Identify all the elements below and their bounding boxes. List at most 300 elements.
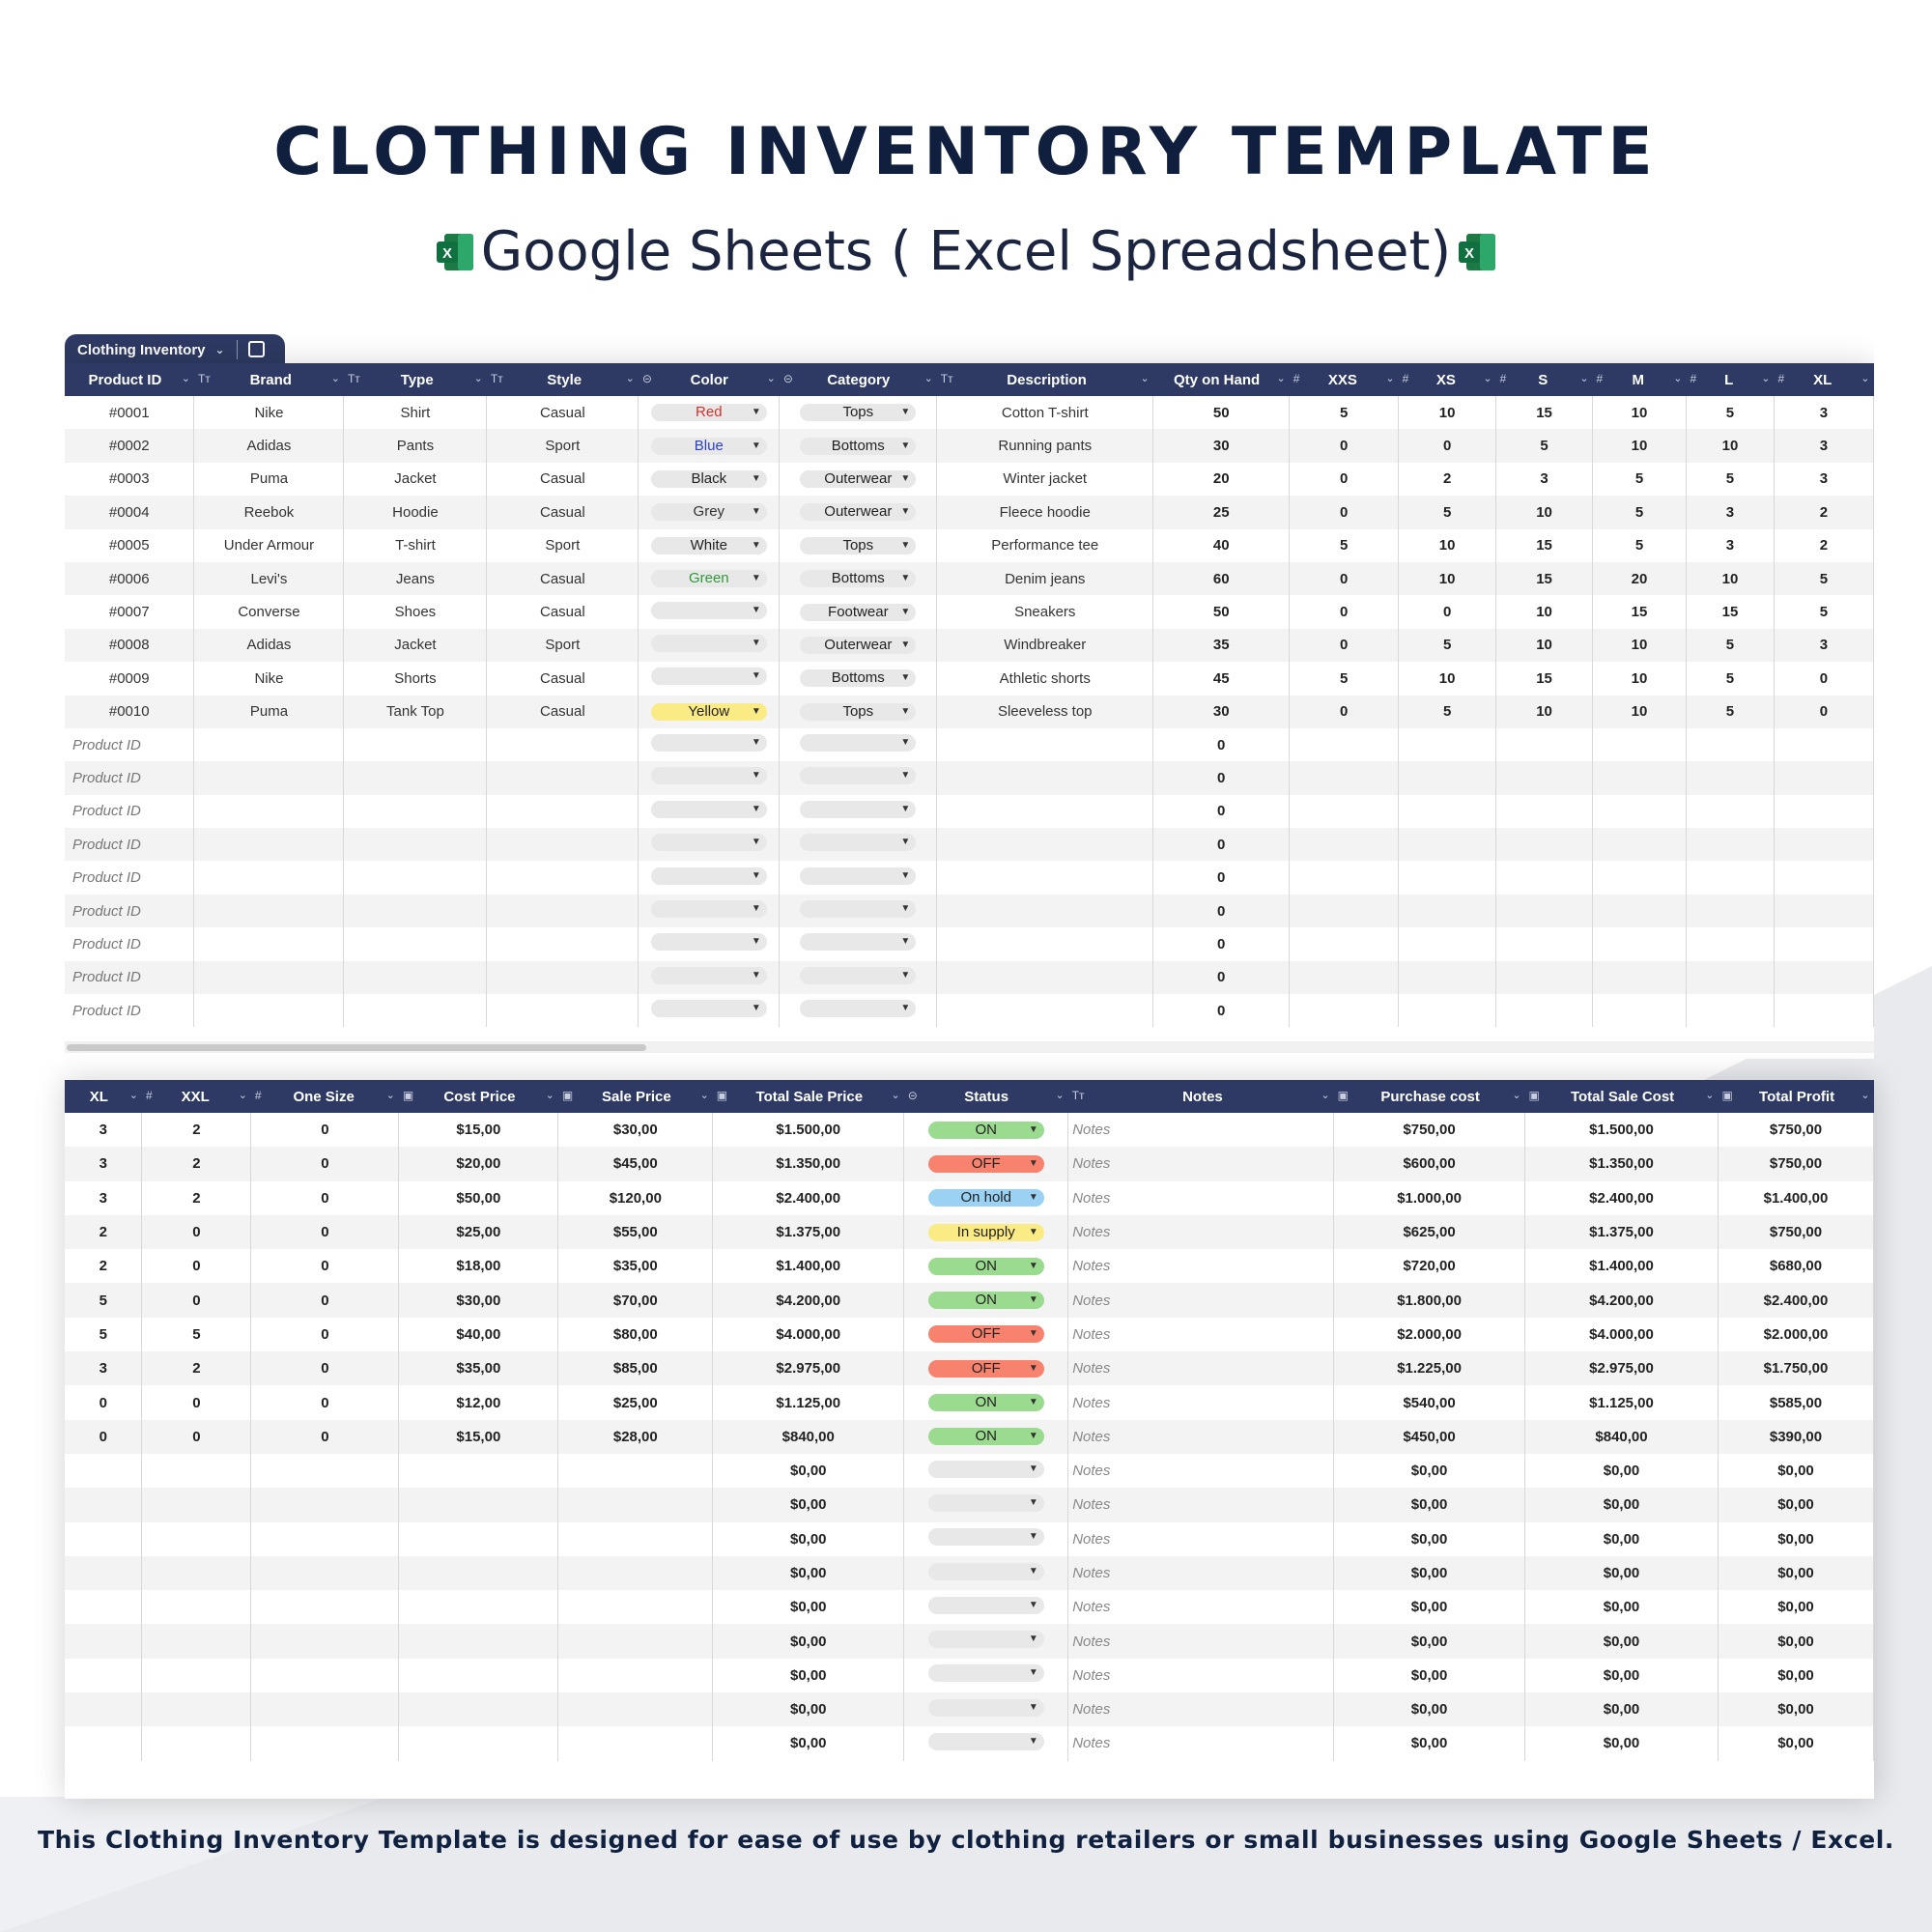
cell-xs[interactable]: 10 xyxy=(1399,529,1496,562)
cell-cost[interactable]: $25,00 xyxy=(399,1215,558,1249)
cell-sale[interactable] xyxy=(558,1556,713,1590)
cell-xs[interactable] xyxy=(1399,861,1496,894)
cell-brand[interactable]: Levi's xyxy=(194,562,344,595)
cell-style[interactable] xyxy=(487,761,639,794)
cell-m[interactable]: 10 xyxy=(1593,629,1687,662)
status-select[interactable] xyxy=(928,1292,1044,1309)
chevron-down-icon[interactable]: ⌄ xyxy=(1276,372,1286,384)
chevron-down-icon[interactable]: ⌄ xyxy=(1579,372,1589,384)
cell-id[interactable]: Product ID xyxy=(65,861,194,894)
cell-id[interactable]: Product ID xyxy=(65,961,194,994)
category-select[interactable] xyxy=(800,637,916,654)
cell-xs[interactable]: 10 xyxy=(1399,396,1496,429)
cell-l[interactable]: 10 xyxy=(1687,562,1775,595)
category-select[interactable] xyxy=(800,900,916,918)
cell-category[interactable] xyxy=(780,927,937,960)
cell-total_sale[interactable]: $2.975,00 xyxy=(713,1351,904,1385)
cell-sale[interactable]: $30,00 xyxy=(558,1113,713,1147)
cell-s[interactable]: 3 xyxy=(1496,463,1593,496)
cell-total_cost[interactable]: $0,00 xyxy=(1525,1692,1719,1726)
category-select[interactable] xyxy=(800,669,916,687)
chevron-down-icon[interactable]: ⌄ xyxy=(545,1089,554,1101)
cell-brand[interactable]: Adidas xyxy=(194,629,344,662)
cell-qty[interactable]: 35 xyxy=(1153,629,1290,662)
cell-l[interactable]: 10 xyxy=(1687,429,1775,462)
cell-xl[interactable] xyxy=(1774,795,1873,828)
cell-xxs[interactable] xyxy=(1290,728,1399,761)
cell-s[interactable]: 5 xyxy=(1496,429,1593,462)
cell-xxl[interactable] xyxy=(142,1726,251,1760)
dropdown-arrow-icon[interactable]: ▼ xyxy=(751,803,761,814)
cell-cost[interactable] xyxy=(399,1624,558,1658)
cell-color[interactable] xyxy=(639,496,780,528)
cell-type[interactable]: Jeans xyxy=(344,562,487,595)
color-select[interactable] xyxy=(651,635,767,652)
cell-xs[interactable]: 0 xyxy=(1399,429,1496,462)
cell-m[interactable] xyxy=(1593,795,1687,828)
cell-notes[interactable]: Notes xyxy=(1068,1488,1334,1521)
column-header[interactable] xyxy=(1399,363,1496,396)
cell-total_sale[interactable]: $1.375,00 xyxy=(713,1215,904,1249)
cell-color[interactable] xyxy=(639,961,780,994)
cell-xl[interactable]: 0 xyxy=(1774,696,1873,728)
cell-xl[interactable]: 0 xyxy=(65,1385,142,1419)
cell-color[interactable] xyxy=(639,895,780,927)
dropdown-arrow-icon[interactable]: ▼ xyxy=(751,670,761,682)
cell-notes[interactable]: Notes xyxy=(1068,1283,1334,1317)
cell-qty[interactable]: 0 xyxy=(1153,927,1290,960)
cell-category[interactable] xyxy=(780,761,937,794)
cell-sale[interactable]: $55,00 xyxy=(558,1215,713,1249)
cell-notes[interactable]: Notes xyxy=(1068,1215,1334,1249)
cell-status[interactable] xyxy=(904,1181,1068,1215)
cell-xxl[interactable] xyxy=(142,1590,251,1624)
cell-desc[interactable] xyxy=(937,994,1153,1027)
cell-id[interactable]: #0005 xyxy=(65,529,194,562)
cell-notes[interactable]: Notes xyxy=(1068,1318,1334,1351)
cell-style[interactable]: Casual xyxy=(487,696,639,728)
chevron-down-icon[interactable]: ⌄ xyxy=(473,372,483,384)
cell-color[interactable] xyxy=(639,696,780,728)
cell-category[interactable] xyxy=(780,463,937,496)
chevron-down-icon[interactable]: ⌄ xyxy=(625,372,635,384)
color-select[interactable] xyxy=(651,602,767,619)
cell-xxs[interactable] xyxy=(1290,795,1399,828)
status-select[interactable] xyxy=(928,1258,1044,1275)
color-select[interactable] xyxy=(651,470,767,488)
cell-xl[interactable]: 3 xyxy=(65,1147,142,1180)
cell-qty[interactable]: 30 xyxy=(1153,429,1290,462)
cell-one[interactable] xyxy=(251,1556,399,1590)
cell-status[interactable] xyxy=(904,1522,1068,1556)
dropdown-arrow-icon[interactable]: ▼ xyxy=(900,639,911,650)
cell-total_cost[interactable]: $2.975,00 xyxy=(1525,1351,1719,1385)
cell-one[interactable]: 0 xyxy=(251,1215,399,1249)
cell-one[interactable] xyxy=(251,1488,399,1521)
cell-style[interactable]: Casual xyxy=(487,496,639,528)
dropdown-arrow-icon[interactable]: ▼ xyxy=(751,936,761,948)
cell-notes[interactable]: Notes xyxy=(1068,1659,1334,1692)
cell-total_cost[interactable]: $0,00 xyxy=(1525,1454,1719,1488)
cell-status[interactable] xyxy=(904,1147,1068,1180)
cell-desc[interactable] xyxy=(937,961,1153,994)
cell-category[interactable] xyxy=(780,662,937,695)
color-select[interactable] xyxy=(651,404,767,421)
cell-xl[interactable]: 2 xyxy=(1774,529,1873,562)
cell-type[interactable] xyxy=(344,795,487,828)
cell-notes[interactable]: Notes xyxy=(1068,1590,1334,1624)
cell-qty[interactable]: 0 xyxy=(1153,828,1290,861)
color-select[interactable] xyxy=(651,967,767,984)
dropdown-arrow-icon[interactable]: ▼ xyxy=(900,705,911,717)
cell-one[interactable] xyxy=(251,1590,399,1624)
cell-style[interactable] xyxy=(487,961,639,994)
dropdown-arrow-icon[interactable]: ▼ xyxy=(751,506,761,518)
cell-purchase[interactable]: $750,00 xyxy=(1334,1113,1525,1147)
cell-desc[interactable]: Denim jeans xyxy=(937,562,1153,595)
cell-qty[interactable]: 0 xyxy=(1153,761,1290,794)
cell-cost[interactable]: $18,00 xyxy=(399,1249,558,1283)
cell-id[interactable]: Product ID xyxy=(65,895,194,927)
cell-s[interactable] xyxy=(1496,994,1593,1027)
cell-total_sale[interactable]: $4.200,00 xyxy=(713,1283,904,1317)
dropdown-arrow-icon[interactable]: ▼ xyxy=(900,1003,911,1014)
cell-status[interactable] xyxy=(904,1488,1068,1521)
cell-total_cost[interactable]: $4.000,00 xyxy=(1525,1318,1719,1351)
cell-style[interactable]: Casual xyxy=(487,662,639,695)
cell-xs[interactable] xyxy=(1399,728,1496,761)
cell-s[interactable]: 10 xyxy=(1496,696,1593,728)
dropdown-arrow-icon[interactable]: ▼ xyxy=(900,837,911,848)
cell-xxl[interactable] xyxy=(142,1488,251,1521)
dropdown-arrow-icon[interactable]: ▼ xyxy=(751,604,761,615)
dropdown-arrow-icon[interactable]: ▼ xyxy=(1028,1397,1038,1408)
cell-cost[interactable]: $12,00 xyxy=(399,1385,558,1419)
cell-id[interactable]: Product ID xyxy=(65,828,194,861)
color-select[interactable] xyxy=(651,668,767,685)
chevron-down-icon[interactable]: ⌄ xyxy=(330,372,340,384)
cell-desc[interactable] xyxy=(937,828,1153,861)
cell-profit[interactable]: $0,00 xyxy=(1718,1659,1873,1692)
cell-sale[interactable] xyxy=(558,1488,713,1521)
cell-profit[interactable]: $585,00 xyxy=(1718,1385,1873,1419)
cell-l[interactable]: 15 xyxy=(1687,595,1775,628)
cell-profit[interactable]: $2.400,00 xyxy=(1718,1283,1873,1317)
cell-qty[interactable]: 0 xyxy=(1153,994,1290,1027)
cell-brand[interactable]: Reebok xyxy=(194,496,344,528)
cell-total_cost[interactable]: $0,00 xyxy=(1525,1624,1719,1658)
cell-brand[interactable] xyxy=(194,895,344,927)
dropdown-arrow-icon[interactable]: ▼ xyxy=(900,407,911,418)
cell-one[interactable]: 0 xyxy=(251,1113,399,1147)
cell-desc[interactable] xyxy=(937,895,1153,927)
cell-purchase[interactable]: $2.000,00 xyxy=(1334,1318,1525,1351)
cell-total_cost[interactable]: $0,00 xyxy=(1525,1590,1719,1624)
cell-m[interactable]: 15 xyxy=(1593,595,1687,628)
dropdown-arrow-icon[interactable]: ▼ xyxy=(751,539,761,551)
cell-desc[interactable] xyxy=(937,728,1153,761)
dropdown-arrow-icon[interactable]: ▼ xyxy=(1028,1192,1038,1204)
cell-xl[interactable] xyxy=(65,1556,142,1590)
chevron-down-icon[interactable]: ⌄ xyxy=(1512,1089,1521,1101)
dropdown-arrow-icon[interactable]: ▼ xyxy=(1028,1463,1038,1474)
category-select[interactable] xyxy=(800,404,916,421)
dropdown-arrow-icon[interactable]: ▼ xyxy=(751,903,761,915)
cell-total_cost[interactable]: $1.125,00 xyxy=(1525,1385,1719,1419)
cell-notes[interactable]: Notes xyxy=(1068,1692,1334,1726)
cell-id[interactable]: #0003 xyxy=(65,463,194,496)
cell-xxl[interactable]: 2 xyxy=(142,1351,251,1385)
cell-m[interactable]: 5 xyxy=(1593,463,1687,496)
cell-xxl[interactable]: 0 xyxy=(142,1385,251,1419)
status-select[interactable] xyxy=(928,1733,1044,1750)
cell-xxs[interactable]: 5 xyxy=(1290,662,1399,695)
cell-purchase[interactable]: $0,00 xyxy=(1334,1556,1525,1590)
color-select[interactable] xyxy=(651,570,767,587)
cell-xl[interactable]: 2 xyxy=(65,1215,142,1249)
cell-l[interactable]: 5 xyxy=(1687,629,1775,662)
cell-total_cost[interactable]: $1.400,00 xyxy=(1525,1249,1719,1283)
category-select[interactable] xyxy=(800,801,916,818)
cell-xl[interactable]: 3 xyxy=(65,1113,142,1147)
status-select[interactable] xyxy=(928,1664,1044,1682)
column-header[interactable] xyxy=(65,363,194,396)
color-select[interactable] xyxy=(651,734,767,752)
cell-s[interactable] xyxy=(1496,895,1593,927)
cell-category[interactable] xyxy=(780,795,937,828)
cell-total_sale[interactable]: $1.350,00 xyxy=(713,1147,904,1180)
cell-color[interactable] xyxy=(639,662,780,695)
cell-desc[interactable]: Windbreaker xyxy=(937,629,1153,662)
cell-sale[interactable] xyxy=(558,1590,713,1624)
color-select[interactable] xyxy=(651,900,767,918)
cell-xxl[interactable]: 0 xyxy=(142,1215,251,1249)
status-select[interactable] xyxy=(928,1325,1044,1343)
cell-xxl[interactable]: 2 xyxy=(142,1147,251,1180)
cell-xl[interactable]: 3 xyxy=(65,1351,142,1385)
cell-s[interactable]: 15 xyxy=(1496,562,1593,595)
cell-l[interactable]: 3 xyxy=(1687,529,1775,562)
color-select[interactable] xyxy=(651,537,767,554)
column-header[interactable] xyxy=(1334,1080,1525,1113)
dropdown-arrow-icon[interactable]: ▼ xyxy=(1028,1328,1038,1340)
cell-l[interactable] xyxy=(1687,728,1775,761)
cell-purchase[interactable]: $720,00 xyxy=(1334,1249,1525,1283)
column-header[interactable] xyxy=(65,1080,142,1113)
column-header[interactable] xyxy=(780,363,937,396)
cell-sale[interactable]: $25,00 xyxy=(558,1385,713,1419)
cell-brand[interactable]: Under Armour xyxy=(194,529,344,562)
cell-notes[interactable]: Notes xyxy=(1068,1726,1334,1760)
cell-total_cost[interactable]: $1.375,00 xyxy=(1525,1215,1719,1249)
cell-one[interactable] xyxy=(251,1454,399,1488)
cell-one[interactable]: 0 xyxy=(251,1283,399,1317)
cell-xs[interactable]: 5 xyxy=(1399,696,1496,728)
cell-profit[interactable]: $0,00 xyxy=(1718,1624,1873,1658)
cell-purchase[interactable]: $540,00 xyxy=(1334,1385,1525,1419)
cell-l[interactable] xyxy=(1687,961,1775,994)
dropdown-arrow-icon[interactable]: ▼ xyxy=(900,472,911,484)
cell-color[interactable] xyxy=(639,396,780,429)
category-select[interactable] xyxy=(800,470,916,488)
cell-color[interactable] xyxy=(639,994,780,1027)
cell-purchase[interactable]: $1.800,00 xyxy=(1334,1283,1525,1317)
cell-type[interactable] xyxy=(344,761,487,794)
cell-qty[interactable]: 0 xyxy=(1153,795,1290,828)
cell-purchase[interactable]: $0,00 xyxy=(1334,1522,1525,1556)
cell-status[interactable] xyxy=(904,1420,1068,1454)
column-header[interactable] xyxy=(251,1080,399,1113)
cell-purchase[interactable]: $0,00 xyxy=(1334,1454,1525,1488)
cell-type[interactable] xyxy=(344,828,487,861)
cell-s[interactable] xyxy=(1496,828,1593,861)
cell-xs[interactable]: 5 xyxy=(1399,629,1496,662)
cell-one[interactable]: 0 xyxy=(251,1249,399,1283)
status-select[interactable] xyxy=(928,1699,1044,1717)
cell-notes[interactable]: Notes xyxy=(1068,1249,1334,1283)
cell-one[interactable] xyxy=(251,1726,399,1760)
chevron-down-icon[interactable]: ⌄ xyxy=(128,1089,138,1101)
cell-purchase[interactable]: $1.225,00 xyxy=(1334,1351,1525,1385)
cell-color[interactable] xyxy=(639,629,780,662)
cell-type[interactable]: Shirt xyxy=(344,396,487,429)
color-select[interactable] xyxy=(651,438,767,455)
cell-xs[interactable]: 10 xyxy=(1399,662,1496,695)
cell-brand[interactable]: Puma xyxy=(194,463,344,496)
cell-m[interactable] xyxy=(1593,994,1687,1027)
cell-xl[interactable]: 3 xyxy=(1774,429,1873,462)
column-header[interactable] xyxy=(344,363,487,396)
cell-style[interactable]: Casual xyxy=(487,595,639,628)
cell-desc[interactable]: Fleece hoodie xyxy=(937,496,1153,528)
cell-xxl[interactable]: 2 xyxy=(142,1181,251,1215)
cell-xl[interactable] xyxy=(1774,961,1873,994)
cell-s[interactable] xyxy=(1496,728,1593,761)
dropdown-arrow-icon[interactable]: ▼ xyxy=(751,770,761,781)
cell-type[interactable]: Hoodie xyxy=(344,496,487,528)
column-header[interactable] xyxy=(1525,1080,1719,1113)
cell-style[interactable] xyxy=(487,861,639,894)
cell-status[interactable] xyxy=(904,1385,1068,1419)
cell-category[interactable] xyxy=(780,828,937,861)
dropdown-arrow-icon[interactable]: ▼ xyxy=(1028,1667,1038,1679)
cell-one[interactable] xyxy=(251,1522,399,1556)
cell-desc[interactable]: Sleeveless top xyxy=(937,696,1153,728)
status-select[interactable] xyxy=(928,1224,1044,1241)
cell-qty[interactable]: 0 xyxy=(1153,861,1290,894)
cell-type[interactable]: Shorts xyxy=(344,662,487,695)
chevron-down-icon[interactable]: ⌄ xyxy=(1140,372,1150,384)
dropdown-arrow-icon[interactable]: ▼ xyxy=(1028,1294,1038,1306)
dropdown-arrow-icon[interactable]: ▼ xyxy=(900,737,911,749)
status-select[interactable] xyxy=(928,1563,1044,1580)
cell-total_cost[interactable]: $0,00 xyxy=(1525,1726,1719,1760)
dropdown-arrow-icon[interactable]: ▼ xyxy=(1028,1496,1038,1508)
category-select[interactable] xyxy=(800,703,916,721)
cell-type[interactable] xyxy=(344,961,487,994)
cell-profit[interactable]: $750,00 xyxy=(1718,1113,1873,1147)
cell-id[interactable]: #0001 xyxy=(65,396,194,429)
dropdown-arrow-icon[interactable]: ▼ xyxy=(1028,1531,1038,1543)
cell-xxs[interactable]: 0 xyxy=(1290,629,1399,662)
cell-xl[interactable]: 5 xyxy=(65,1283,142,1317)
chevron-down-icon[interactable]: ⌄ xyxy=(385,1089,395,1101)
cell-m[interactable]: 5 xyxy=(1593,496,1687,528)
cell-desc[interactable]: Cotton T-shirt xyxy=(937,396,1153,429)
cell-s[interactable] xyxy=(1496,961,1593,994)
status-select[interactable] xyxy=(928,1528,1044,1546)
cell-xl[interactable]: 3 xyxy=(1774,629,1873,662)
cell-notes[interactable]: Notes xyxy=(1068,1522,1334,1556)
chevron-down-icon[interactable]: ⌄ xyxy=(214,343,225,356)
status-select[interactable] xyxy=(928,1631,1044,1648)
cell-category[interactable] xyxy=(780,861,937,894)
chevron-down-icon[interactable]: ⌄ xyxy=(238,1089,247,1101)
column-header[interactable] xyxy=(399,1080,558,1113)
cell-xl[interactable] xyxy=(65,1522,142,1556)
cell-s[interactable] xyxy=(1496,761,1593,794)
cell-xxl[interactable]: 0 xyxy=(142,1283,251,1317)
cell-profit[interactable]: $0,00 xyxy=(1718,1488,1873,1521)
cell-profit[interactable]: $2.000,00 xyxy=(1718,1318,1873,1351)
chevron-down-icon[interactable]: ⌄ xyxy=(1385,372,1395,384)
cell-color[interactable] xyxy=(639,861,780,894)
cell-color[interactable] xyxy=(639,728,780,761)
cell-s[interactable]: 10 xyxy=(1496,629,1593,662)
cell-xs[interactable]: 10 xyxy=(1399,562,1496,595)
cell-category[interactable] xyxy=(780,961,937,994)
cell-xs[interactable] xyxy=(1399,994,1496,1027)
cell-status[interactable] xyxy=(904,1624,1068,1658)
category-select[interactable] xyxy=(800,734,916,752)
cell-xxl[interactable] xyxy=(142,1556,251,1590)
cell-id[interactable]: #0002 xyxy=(65,429,194,462)
cell-xxl[interactable] xyxy=(142,1692,251,1726)
cell-xl[interactable] xyxy=(65,1692,142,1726)
cell-type[interactable]: T-shirt xyxy=(344,529,487,562)
cell-cost[interactable] xyxy=(399,1659,558,1692)
cell-category[interactable] xyxy=(780,396,937,429)
chevron-down-icon[interactable]: ⌄ xyxy=(923,372,933,384)
cell-style[interactable] xyxy=(487,994,639,1027)
cell-xxs[interactable] xyxy=(1290,961,1399,994)
cell-m[interactable]: 10 xyxy=(1593,429,1687,462)
cell-color[interactable] xyxy=(639,463,780,496)
cell-desc[interactable]: Athletic shorts xyxy=(937,662,1153,695)
cell-qty[interactable]: 50 xyxy=(1153,396,1290,429)
column-header[interactable] xyxy=(487,363,639,396)
cell-brand[interactable]: Nike xyxy=(194,396,344,429)
dropdown-arrow-icon[interactable]: ▼ xyxy=(751,705,761,717)
cell-notes[interactable]: Notes xyxy=(1068,1420,1334,1454)
cell-id[interactable]: #0004 xyxy=(65,496,194,528)
cell-m[interactable] xyxy=(1593,828,1687,861)
cell-sale[interactable] xyxy=(558,1624,713,1658)
category-select[interactable] xyxy=(800,967,916,984)
cell-brand[interactable] xyxy=(194,828,344,861)
cell-xs[interactable] xyxy=(1399,895,1496,927)
cell-m[interactable]: 10 xyxy=(1593,696,1687,728)
cell-xs[interactable] xyxy=(1399,961,1496,994)
cell-xxs[interactable]: 5 xyxy=(1290,396,1399,429)
cell-profit[interactable]: $0,00 xyxy=(1718,1692,1873,1726)
cell-category[interactable] xyxy=(780,696,937,728)
cell-xxs[interactable]: 0 xyxy=(1290,595,1399,628)
dropdown-arrow-icon[interactable]: ▼ xyxy=(900,803,911,814)
cell-profit[interactable]: $0,00 xyxy=(1718,1522,1873,1556)
dropdown-arrow-icon[interactable]: ▼ xyxy=(1028,1634,1038,1645)
cell-cost[interactable]: $30,00 xyxy=(399,1283,558,1317)
